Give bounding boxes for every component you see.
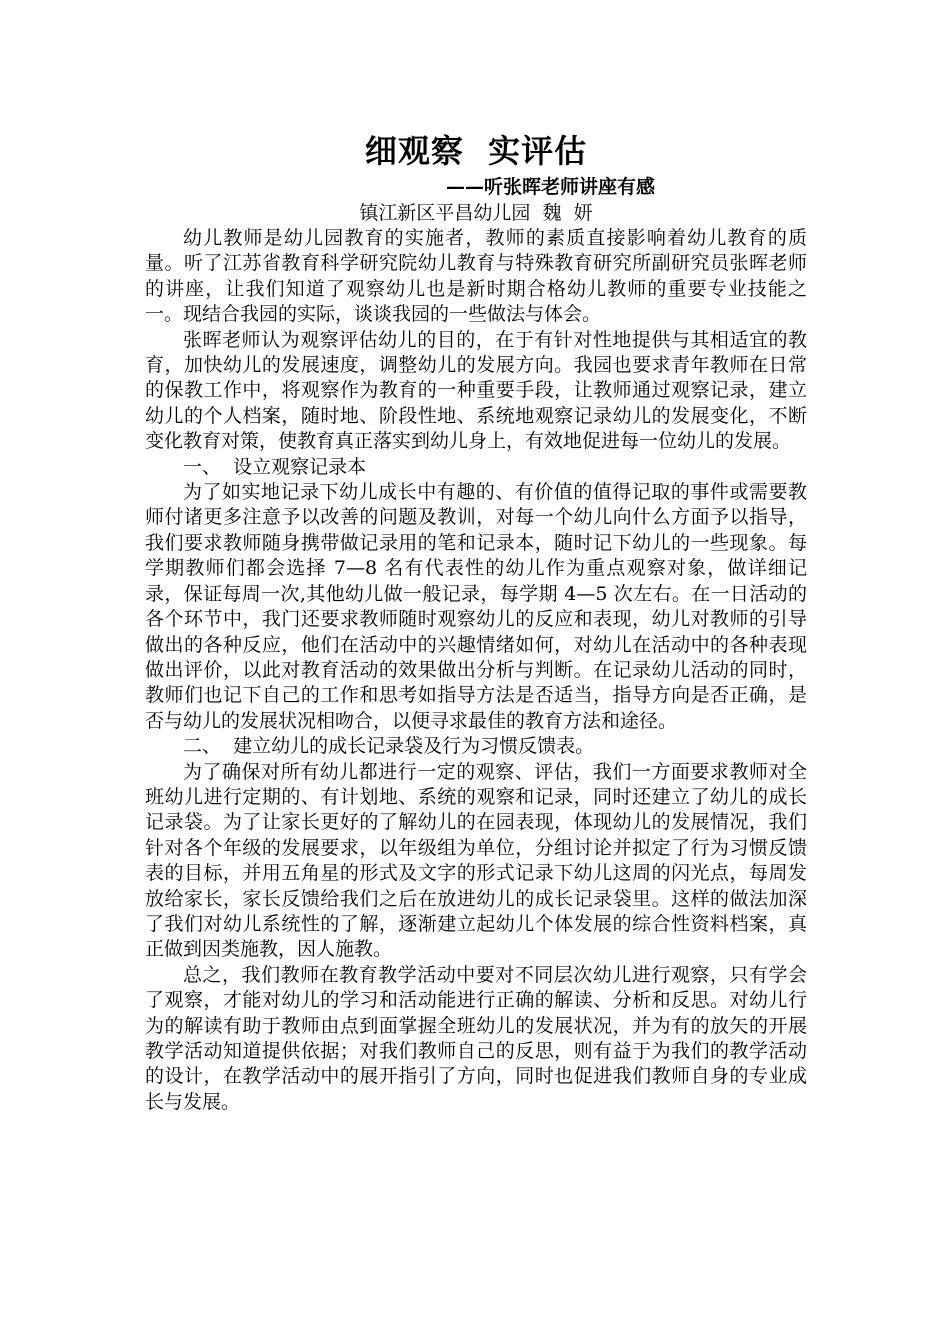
paragraph-section-1: 为了如实地记录下幼儿成长中有趣的、有价值的值得记取的事件或需要教师付诸更多注意予以改善的问题及教训，对每一个幼儿向什么方面予以指导，我们要求教师随身携带做记录用的笔和记录本，随时记下幼儿的一些现象。每学期教师们都会选择 7—8 名有代表性的幼儿作为重点观察对象，做详细记录，保证每周一次,其他幼儿做一般记录，每学期 4—5 次左右。在一日活动的各个环节中，我门还要求教师随时观察幼儿的反应和表现，幼儿对教师的引导做出的各种反应，他们在活动中的兴趣情绪如何，对幼儿在活动中的各种表现做出评价，以此对教育活动的效果做出分析与判断。在记录幼儿活动的同时，教师们也记下自己的工作和思考如指导方法是否适当，指导方向是否正确，是否与幼儿的发展状况相吻合，以便寻求最佳的教育方法和途径。 [145, 481, 807, 732]
paragraph-intro: 幼儿教师是幼儿园教育的实施者，教师的素质直接影响着幼儿教育的质量。听了江苏省教育科学研究院幼儿教育与特殊教育研究所副研究员张晖老师的讲座，让我们知道了观察幼儿也是新时期合格幼儿教师的重要专业技能之一。现结合我园的实际，谈谈我园的一些做法与体会。 [145, 227, 807, 326]
paragraph-conclusion: 总之，我们教师在教育教学活动中要对不同层次幼儿进行观察，只有学会了观察，才能对幼儿的学习和活动能进行正确的解读、分析和反思。对幼儿行为的解读有助于教师由点到面掌握全班幼儿的发展状况，并为有的放矢的开展教学活动知道提供依据；对我们教师自己的反思，则有益于为我们的教学活动的设计，在教学活动中的展开指引了方向，同时也促进我们教师自身的专业成长与发展。 [145, 963, 807, 1113]
document-subtitle: ——听张晖老师讲座有感 [445, 176, 655, 198]
document-author: 镇江新区平昌幼儿园 魏 妍 [359, 202, 593, 224]
document-page [145, 128, 807, 1115]
section-heading-2: 二、 建立幼儿的成长记录袋及行为习惯反馈表。 [183, 735, 595, 758]
section-heading-1: 一、 设立观察记录本 [183, 455, 367, 478]
paragraph-section-2: 为了确保对所有幼儿都进行一定的观察、评估，我们一方面要求教师对全班幼儿进行定期的、有计划地、系统的观察和记录，同时还建立了幼儿的成长记录袋。为了让家长更好的了解幼儿的在园表现，体现幼儿的发展情况，我们针对各个年级的发展要求，以年级组为单位，分组讨论并拟定了行为习惯反馈表的目标，并用五角星的形式及文字的形式记录下幼儿这周的闪光点，每周发放给家长，家长反馈给我们之后在放进幼儿的成长记录袋里。这样的做法加深了我们对幼儿系统性的了解，逐渐建立起幼儿个体发展的综合性资料档案，真正做到因类施教，因人施教。 [145, 760, 807, 961]
document-title: 细观察 实评估 [364, 132, 588, 170]
paragraph-purpose: 张晖老师认为观察评估幼儿的目的，在于有针对性地提供与其相适宜的教育，加快幼儿的发展速度，调整幼儿的发展方向。我园也要求青年教师在日常的保教工作中，将观察作为教育的一种重要手段，让教师通过观察记录，建立幼儿的个人档案，随时地、阶段性地、系统地观察记录幼儿的发展变化，不断变化教育对策，使教育真正落实到幼儿身上，有效地促进每一位幼儿的发展。 [145, 328, 807, 453]
